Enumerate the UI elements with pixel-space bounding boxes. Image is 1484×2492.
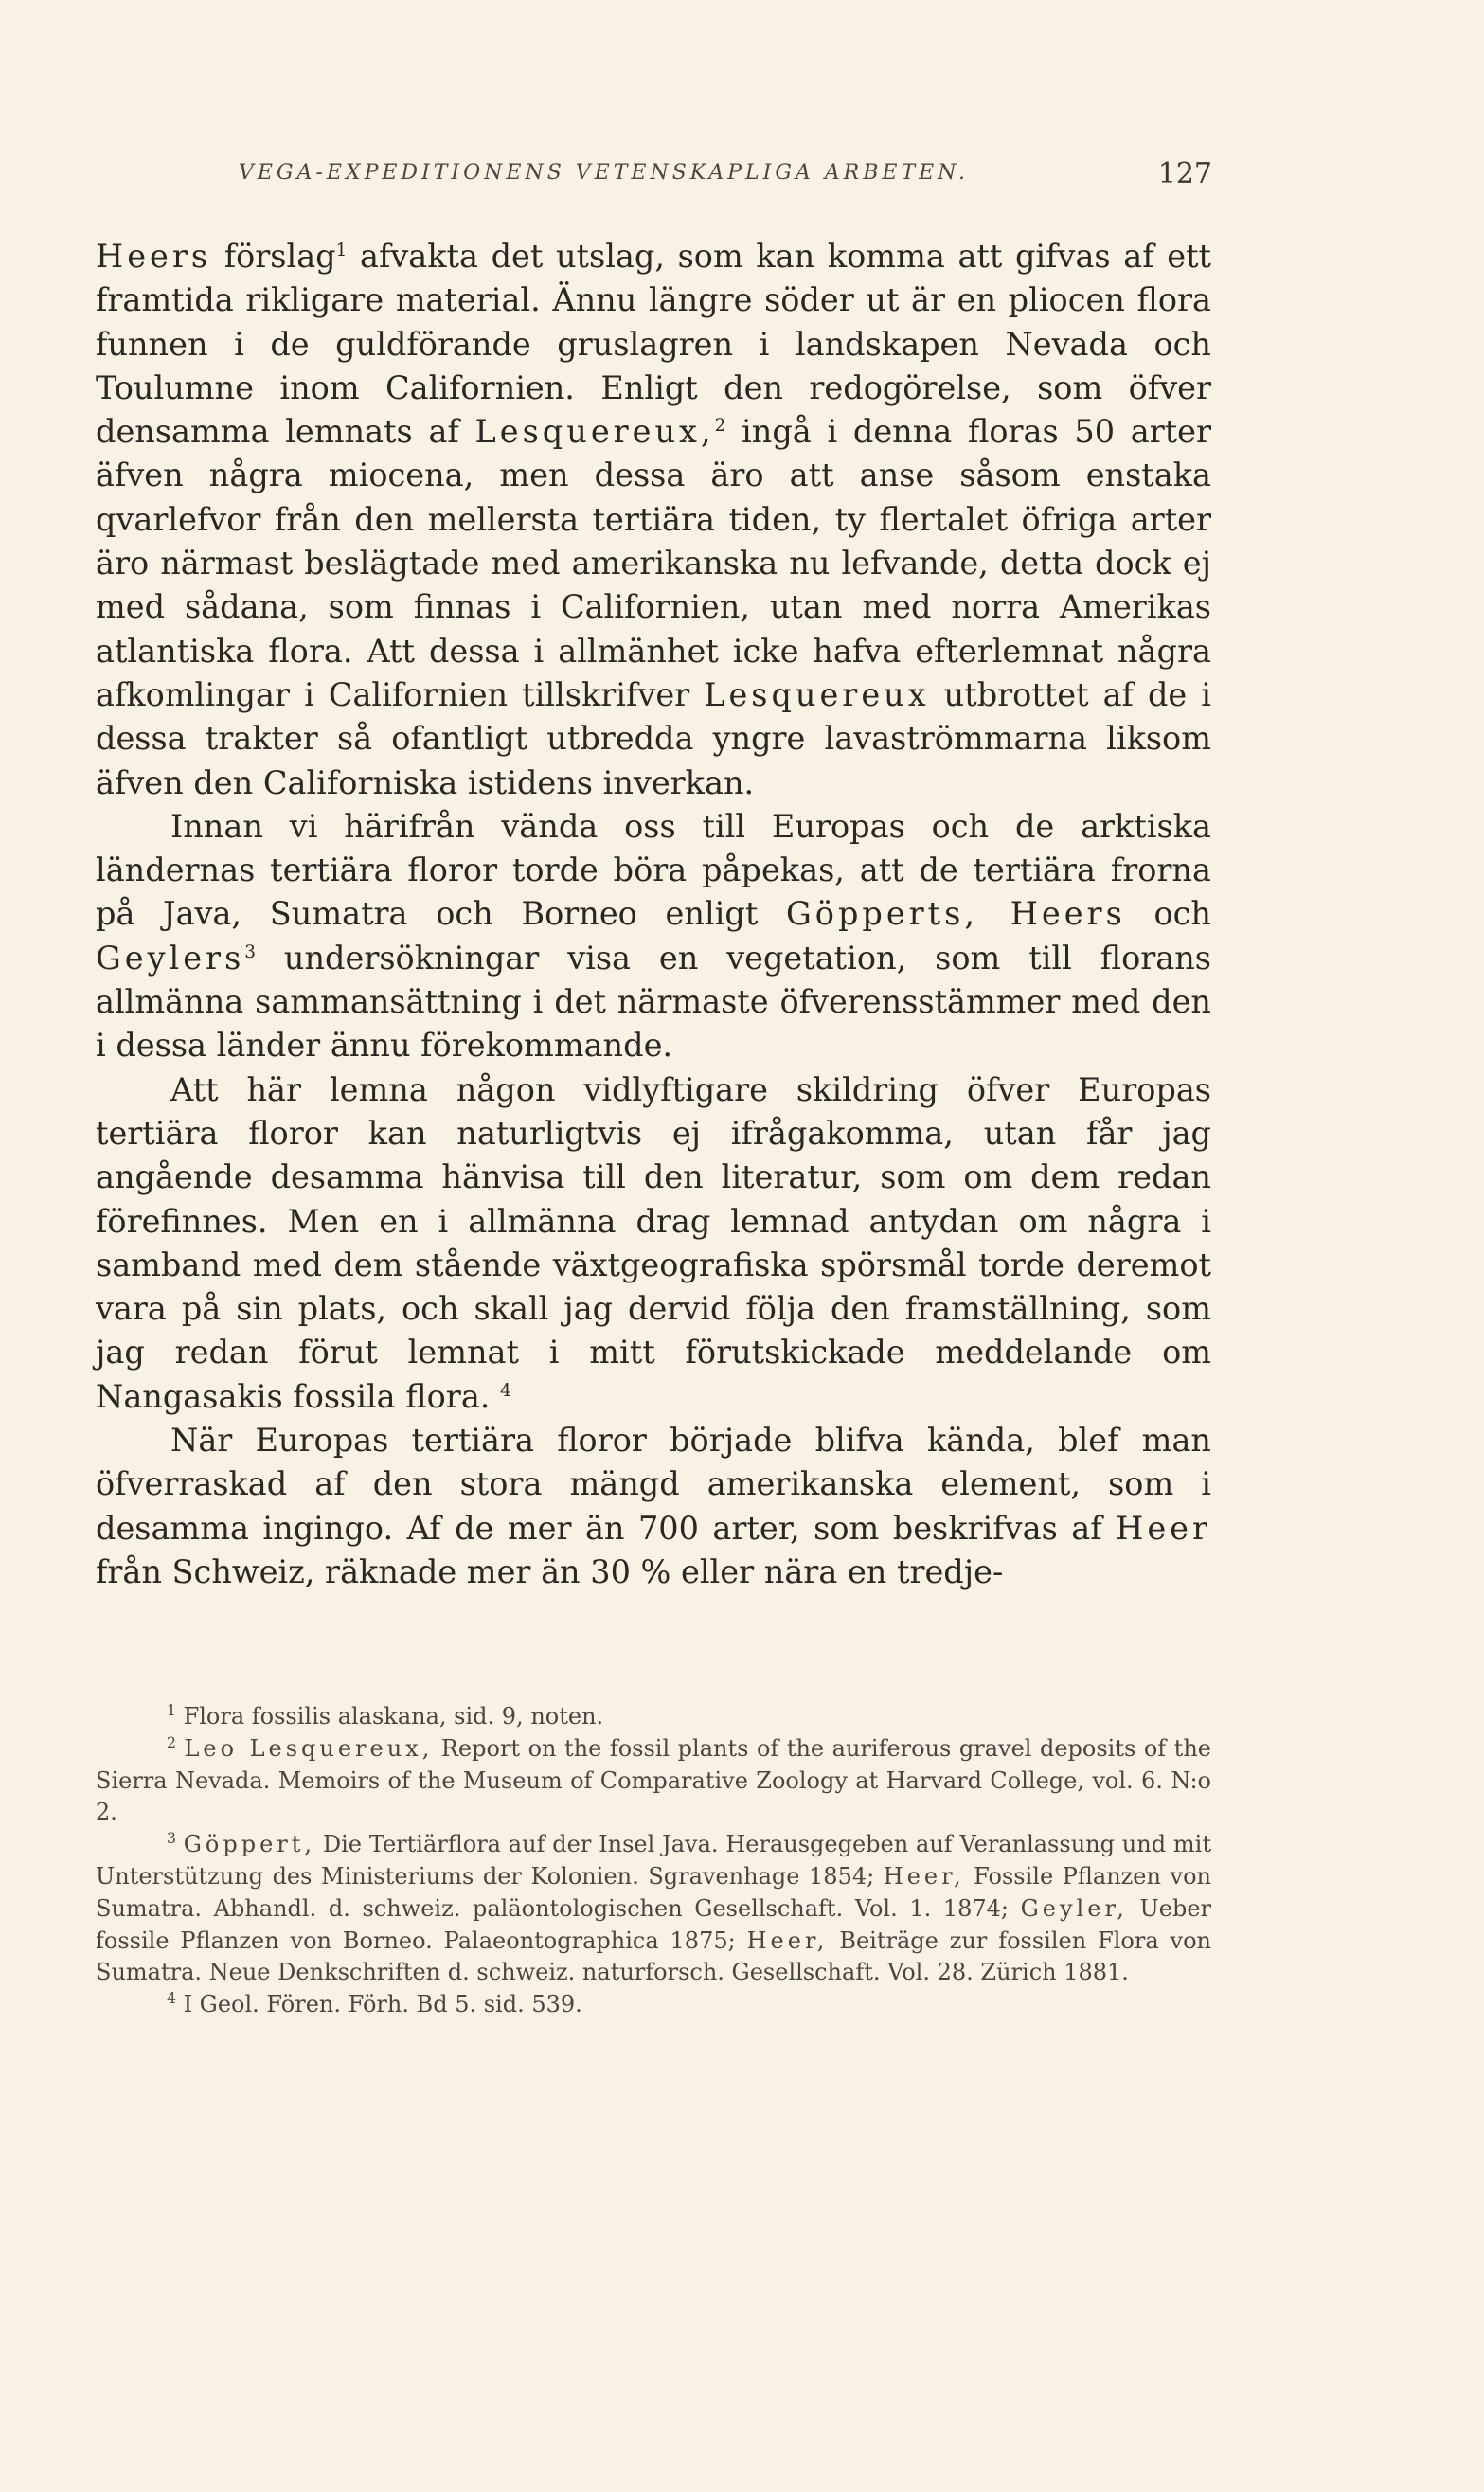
footnote-number: 4 bbox=[167, 1990, 176, 2008]
author-name: Heers bbox=[96, 238, 212, 275]
text-run: När Europas tertiära floror började blifva kända, blef man öfverraskad af den stora mängd amerikanska element, som i desamma ingingo. Af de mer än 700 arter, som beskrifvas af bbox=[96, 1422, 1211, 1547]
author-name: Heer, bbox=[746, 1927, 829, 1954]
author-name: Göppert, bbox=[183, 1831, 316, 1858]
footnote-text: Fossile Pflanzen von Sumatra. Abhandl. d. schweiz. paläontologischen Gesellschaft. Vol. 1. 1874; bbox=[96, 1862, 1211, 1922]
text-run: ingå i denna floras 50 arter äfven några miocena, men dessa äro att anse såsom enstaka qvarlefvor från den mellersta tertiära tiden, ty flertalet öfriga arter äro närmast beslägtade med amerikanska nu lefvande, detta dock ej med sådana, som finnas i Californien, utan med norra Amerikas atlantiska flora. Att dessa i allmänhet icke hafva efterlemnat några afkomlingar i Californien tillskrifver bbox=[96, 413, 1212, 713]
footnote-number: 3 bbox=[167, 1830, 176, 1848]
author-name: Göpperts, Heers bbox=[786, 895, 1126, 933]
footnote-1 bbox=[96, 1701, 1211, 1733]
footnote-ref: 4 bbox=[500, 1380, 511, 1401]
paragraph-3 bbox=[96, 1068, 1211, 1419]
author-name: Lesquereux bbox=[704, 675, 930, 713]
footnotes bbox=[96, 1701, 1211, 2021]
footnote-text: Flora fossilis alaskana, sid. 9, noten. bbox=[183, 1703, 604, 1730]
author-name: Heer bbox=[1116, 1509, 1211, 1547]
text-run: Att här lemna någon vidlyftigare skildring öfver Europas tertiära floror kan naturligtvis ej ifrågakomma, utan får jag angående desamma hänvisa till den literatur, som om dem redan förefinnes. Men en i allmänna drag lemnad antydan om några i samband med dem stående växtgeografiska spörsmål torde deremot vara på sin plats, och skall jag dervid följa den framställning, som jag redan förut lemnat i mitt förutskickade meddelande om Nangasakis fossila flora. bbox=[96, 1070, 1211, 1415]
footnote-ref: 2 bbox=[714, 416, 726, 437]
footnote-2 bbox=[96, 1733, 1211, 1829]
text-run: från Schweiz, räknade mer än 30 % eller nära en tredje- bbox=[96, 1552, 1004, 1590]
author-name: Lesquereux, bbox=[474, 413, 715, 451]
text-run: utbrottet af de i dessa trakter så ofantligt utbredda yngre lavaströmmarna liksom äfven den Californiska istidens inverkan. bbox=[96, 675, 1211, 801]
text-run: förslag bbox=[211, 238, 336, 275]
author-name: Leo Lesquereux, bbox=[184, 1734, 434, 1762]
footnote-text: Ueber fossile Pflanzen von Borneo. Palaeontographica 1875; bbox=[96, 1894, 1211, 1954]
paragraph-1 bbox=[96, 235, 1211, 805]
paragraph-2 bbox=[96, 805, 1211, 1068]
footnote-text: I Geol. Fören. Förh. Bd 5. sid. 539. bbox=[183, 1991, 582, 2018]
footnote-number: 1 bbox=[167, 1702, 176, 1719]
footnote-text: Die Tertiärflora auf der Insel Java. Herausgegeben auf Veranlassung und mit Unterstützung des Ministeriums der Kolonien. Sgravenhage 1854; bbox=[96, 1831, 1211, 1890]
text-run: afvakta det utslag, som kan komma att gifvas af ett framtida rikligare material. Ännu längre söder ut är en pliocen flora funnen i de guldförande gruslagren i landskapen Nevada och Toulumne inom Californien. Enligt den redogörelse, som öfver densamma lemnats af bbox=[96, 238, 1212, 451]
page-number: 127 bbox=[1157, 157, 1212, 190]
footnote-4 bbox=[96, 1989, 1211, 2021]
footnote-text: Report on the fossil plants of the auriferous gravel deposits of the Sierra Nevada. Memoirs of the Museum of Comparative Zoology at Harvard College, vol. 6. N:o 2. bbox=[96, 1734, 1211, 1826]
author-name: Geyler, bbox=[1020, 1894, 1128, 1922]
footnote-ref: 1 bbox=[335, 240, 348, 260]
running-head: VEGA-EXPEDITIONENS VETENSKAPLIGA ARBETEN. bbox=[239, 161, 970, 185]
footnote-text: Beiträge zur fossilen Flora von Sumatra. Neue Denkschriften d. schweiz. naturforsch. Gesellschaft. Vol. 28. Zürich 1881. bbox=[96, 1927, 1211, 1986]
author-name: Geylers bbox=[96, 939, 245, 977]
footnote-3 bbox=[96, 1829, 1211, 1989]
main-text bbox=[96, 235, 1211, 1594]
footnote-number: 2 bbox=[167, 1733, 176, 1751]
author-name: Heer, bbox=[883, 1862, 965, 1890]
text-run: undersökningar visa en vegetation, som till florans allmänna sammansättning i det närmaste öfverensstämmer med den i dessa länder ännu förekommande. bbox=[96, 939, 1211, 1065]
text-run: Innan vi härifrån vända oss till Europas och de arktiska ländernas tertiära floror torde böra påpekas, att de tertiära frorna på Java, Sumatra och Borneo enligt bbox=[96, 807, 1211, 933]
page-header bbox=[239, 157, 1212, 195]
paragraph-4 bbox=[96, 1419, 1211, 1594]
text-run: och bbox=[1125, 895, 1211, 933]
footnote-ref: 3 bbox=[244, 941, 256, 962]
